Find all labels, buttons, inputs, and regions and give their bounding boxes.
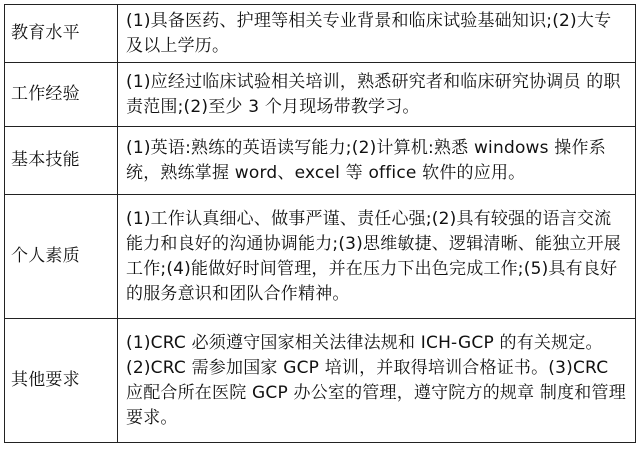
table-row-other-requirements [5, 319, 636, 443]
table-row-personal-qualities [5, 195, 636, 319]
row-label-personal-qualities: 个人素质 [5, 195, 118, 319]
table-row-skills [5, 127, 636, 195]
row-label-experience: 工作经验 [5, 63, 118, 127]
row-content-education: (1)具备医药、护理等相关专业背景和临床试验基础知识;(2)大专及以上学历。 [118, 5, 636, 63]
row-content-other-requirements: (1)CRC 必须遵守国家相关法律法规和 ICH-GCP 的有关规定。(2)CRC 需参加国家 GCP 培训，并取得培训合格证书。(3)CRC 应配合所在医院 GCP 办公室的管理，遵守院方的规章 制度和管理要求。 [118, 319, 636, 443]
row-content-experience: (1)应经过临床试验相关培训，熟悉研究者和临床研究协调员 的职责范围;(2)至少 3 个月现场带教学习。 [118, 63, 636, 127]
row-label-skills: 基本技能 [5, 127, 118, 195]
row-label-other-requirements: 其他要求 [5, 319, 118, 443]
table-row-experience [5, 63, 636, 127]
row-content-personal-qualities: (1)工作认真细心、做事严谨、责任心强;(2)具有较强的语言交流能力和良好的沟通协调能力;(3)思维敏捷、逻辑清晰、能独立开展工作;(4)能做好时间管理，并在压力下出色完成工作;(5)具有良好的服务意识和团队合作精神。 [118, 195, 636, 319]
row-content-skills: (1)英语:熟练的英语读写能力;(2)计算机:熟悉 windows 操作系统，熟练掌握 word、excel 等 office 软件的应用。 [118, 127, 636, 195]
row-label-education: 教育水平 [5, 5, 118, 63]
table-row-education [5, 5, 636, 63]
requirements-table [4, 4, 636, 443]
